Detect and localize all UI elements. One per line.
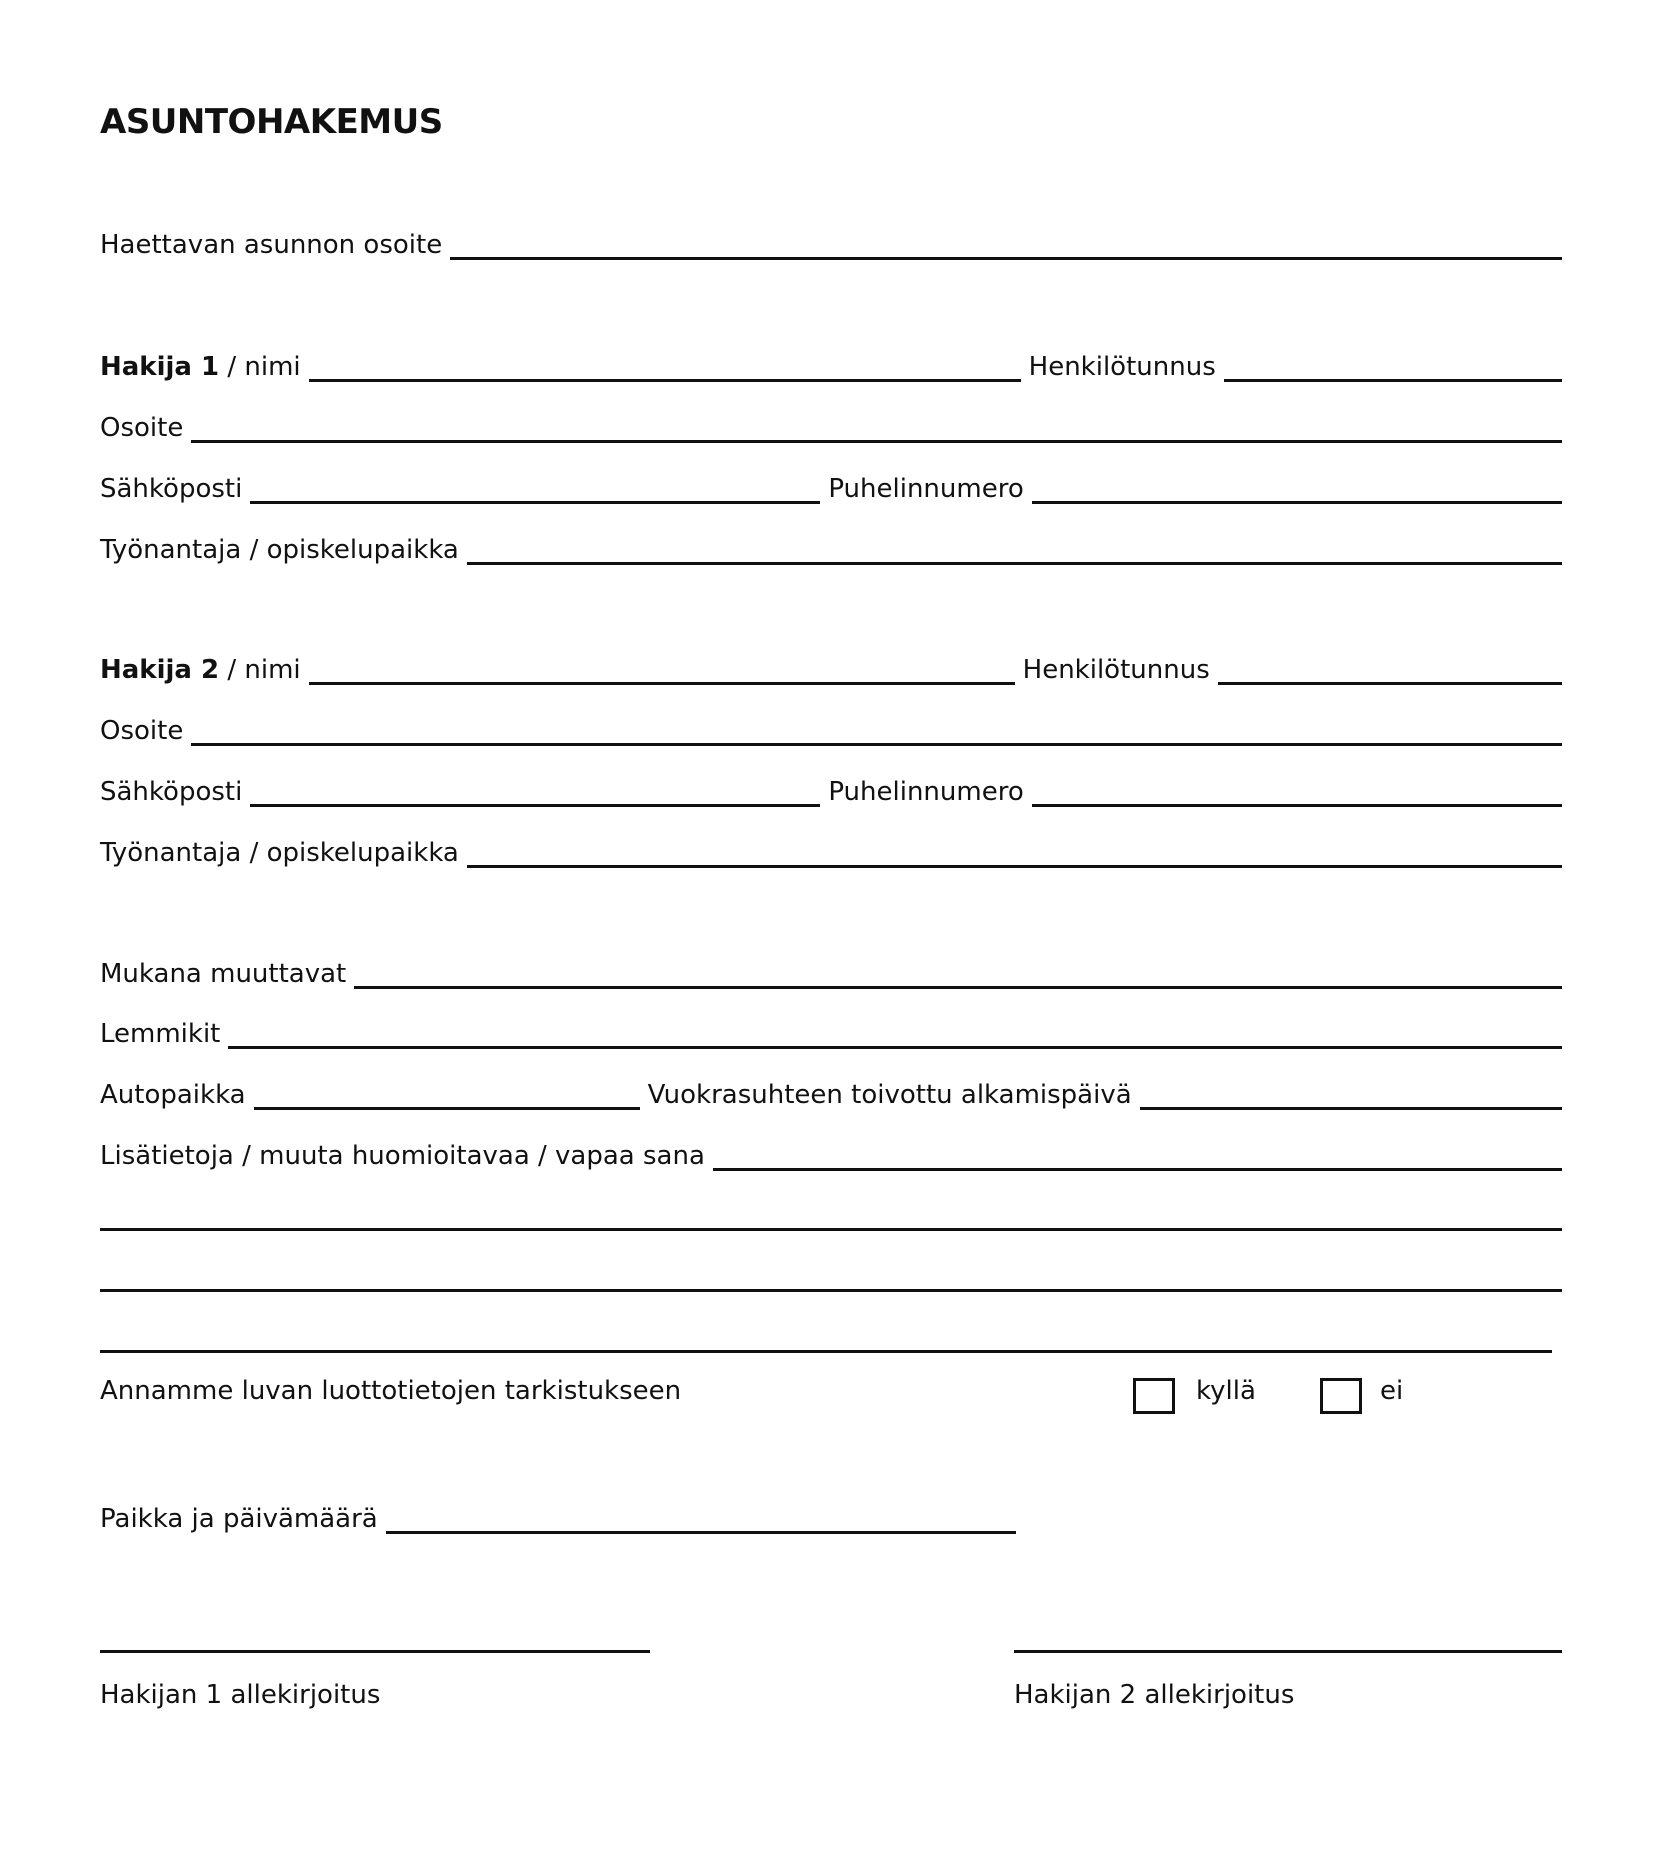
applicant1-contact-row — [100, 470, 1562, 510]
place-date-field[interactable] — [386, 1531, 1016, 1534]
applicant2-address-field[interactable] — [191, 743, 1562, 746]
consent-yes-checkbox[interactable] — [1133, 1378, 1175, 1414]
applicant1-employer-label: Työnantaja / opiskelupaikka — [100, 535, 459, 565]
applicant1-email-label: Sähköposti — [100, 474, 243, 504]
applicant2-name-label — [100, 655, 301, 691]
parking-start-row — [100, 1076, 1562, 1116]
applicant1-name-suffix: / nimi — [219, 352, 301, 382]
applicant2-contact-row — [100, 773, 1562, 813]
applicant1-email-field[interactable] — [250, 501, 820, 504]
applicant1-address-field[interactable] — [191, 440, 1562, 443]
notes-label: Lisätietoja / muuta huomioitavaa / vapaa sana — [100, 1141, 705, 1171]
applicant1-signature-line[interactable] — [100, 1650, 650, 1653]
place-date-label: Paikka ja päivämäärä — [100, 1504, 378, 1534]
notes-line-4[interactable] — [100, 1350, 1552, 1353]
applicant2-address-label: Osoite — [100, 716, 184, 746]
applicant2-ssn-field[interactable] — [1218, 682, 1562, 685]
applicant2-signature-line[interactable] — [1014, 1650, 1562, 1653]
consent-label: Annamme luvan luottotietojen tarkistukseen — [100, 1376, 682, 1406]
applicant2-ssn-label: Henkilötunnus — [1022, 655, 1210, 685]
consent-yes-label: kyllä — [1196, 1376, 1256, 1406]
notes-row — [100, 1137, 1562, 1177]
apartment-address-field[interactable] — [450, 257, 1562, 260]
movers-row — [100, 955, 1562, 995]
applicant1-address-label: Osoite — [100, 413, 184, 443]
applicant1-heading: Hakija 1 — [100, 352, 220, 382]
apartment-address-row — [100, 226, 1562, 266]
start-date-field[interactable] — [1140, 1107, 1562, 1110]
notes-line-3[interactable] — [100, 1289, 1562, 1292]
applicant2-address-row — [100, 712, 1562, 752]
applicant2-phone-field[interactable] — [1032, 804, 1562, 807]
applicant1-name-field[interactable] — [309, 379, 1021, 382]
parking-field[interactable] — [254, 1107, 640, 1110]
consent-no-label: ei — [1380, 1376, 1404, 1406]
applicant1-name-label — [100, 352, 301, 388]
parking-label: Autopaikka — [100, 1080, 246, 1110]
applicant1-phone-field[interactable] — [1032, 501, 1562, 504]
place-date-row — [100, 1500, 1016, 1540]
applicant2-employer-label: Työnantaja / opiskelupaikka — [100, 838, 459, 868]
pets-label: Lemmikit — [100, 1019, 221, 1049]
applicant1-phone-label: Puhelinnumero — [828, 474, 1024, 504]
pets-field[interactable] — [228, 1046, 1562, 1049]
applicant2-email-label: Sähköposti — [100, 777, 243, 807]
applicant1-ssn-label: Henkilötunnus — [1028, 352, 1216, 382]
applicant2-name-suffix: / nimi — [219, 655, 301, 685]
applicant1-signature-label: Hakijan 1 allekirjoitus — [100, 1680, 381, 1710]
applicant1-employer-field[interactable] — [467, 562, 1562, 565]
applicant1-address-row — [100, 409, 1562, 449]
form-title: ASUNTOHAKEMUS — [100, 102, 443, 142]
applicant2-heading: Hakija 2 — [100, 655, 220, 685]
applicant2-name-field[interactable] — [309, 682, 1015, 685]
notes-field[interactable] — [713, 1168, 1562, 1171]
applicant2-employer-field[interactable] — [467, 865, 1562, 868]
applicant2-email-field[interactable] — [250, 804, 820, 807]
applicant1-name-row — [100, 348, 1562, 388]
start-date-label: Vuokrasuhteen toivottu alkamispäivä — [647, 1080, 1132, 1110]
applicant2-phone-label: Puhelinnumero — [828, 777, 1024, 807]
notes-line-2[interactable] — [100, 1228, 1562, 1231]
apartment-address-label: Haettavan asunnon osoite — [100, 230, 443, 260]
movers-label: Mukana muuttavat — [100, 959, 347, 989]
applicant1-ssn-field[interactable] — [1224, 379, 1562, 382]
consent-no-checkbox[interactable] — [1320, 1378, 1362, 1414]
pets-row — [100, 1015, 1562, 1055]
applicant2-employer-row — [100, 834, 1562, 874]
movers-field[interactable] — [354, 986, 1562, 989]
applicant2-signature-label: Hakijan 2 allekirjoitus — [1014, 1680, 1295, 1710]
applicant2-name-row — [100, 651, 1562, 691]
applicant1-employer-row — [100, 531, 1562, 571]
